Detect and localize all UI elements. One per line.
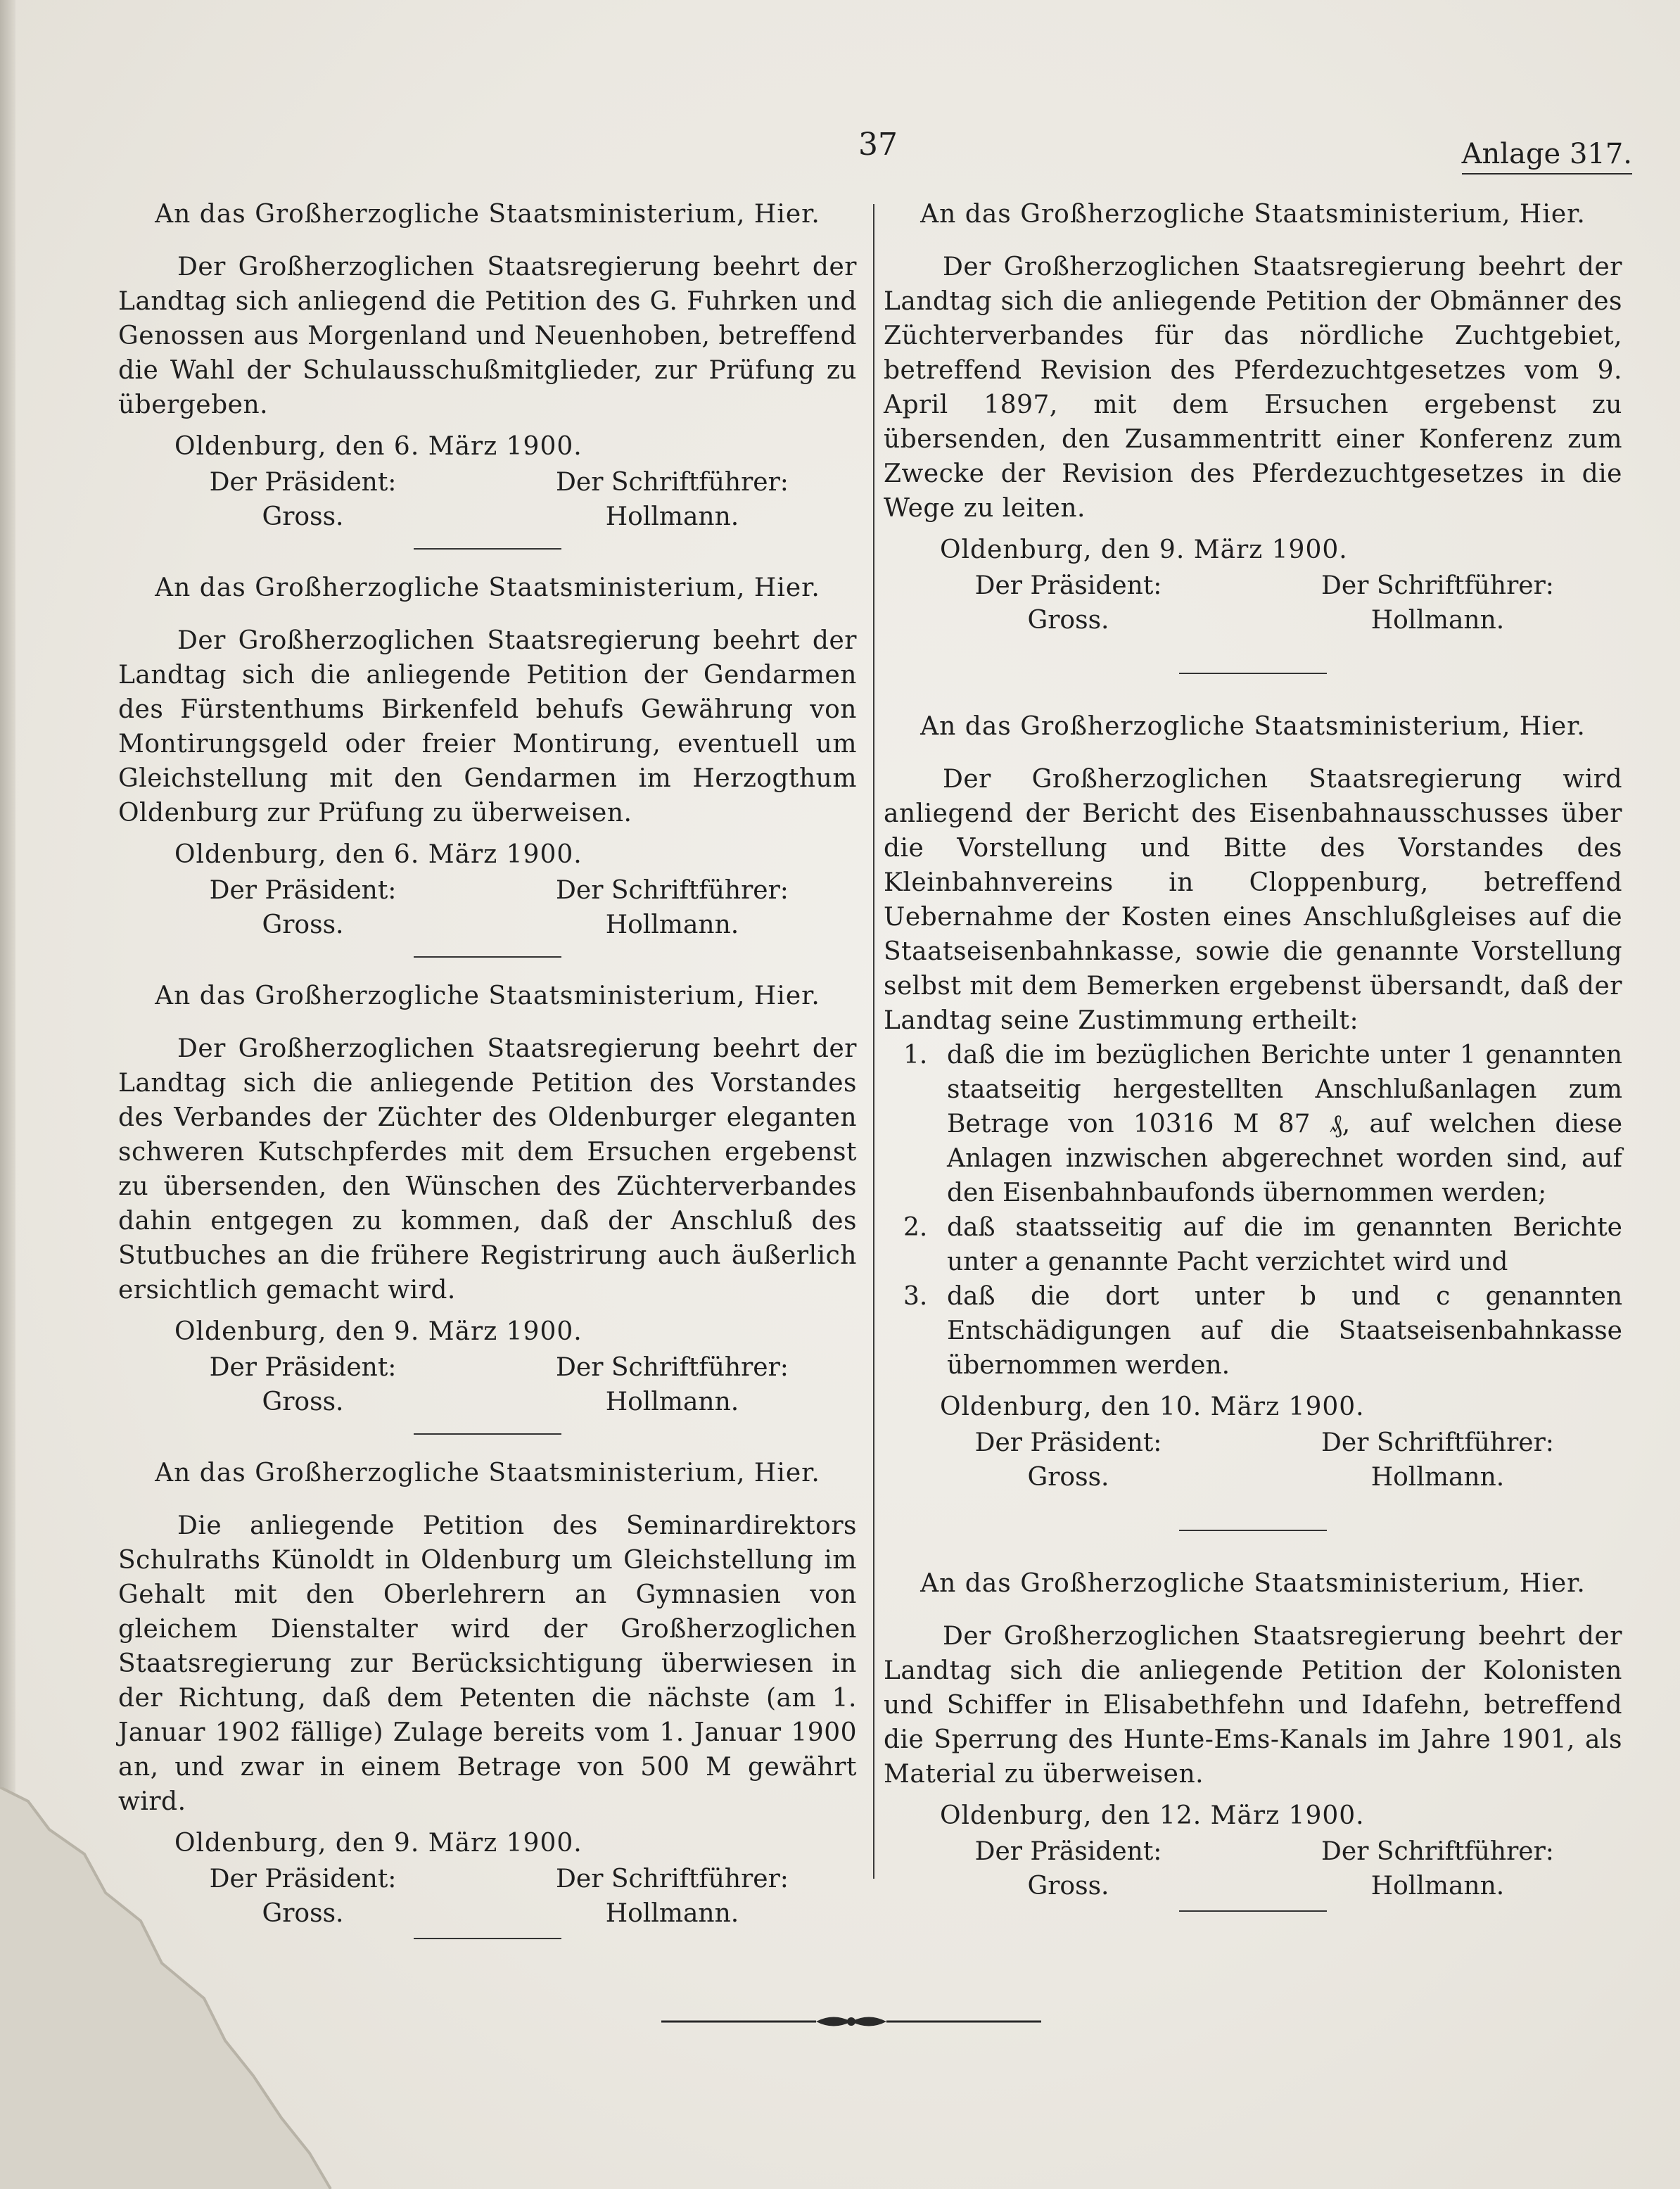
signatures xyxy=(118,873,857,942)
addressee: An das Großherzogliche Staatsministerium, Hier. xyxy=(920,1569,1586,1598)
list-item xyxy=(903,1210,1622,1279)
president-signature xyxy=(136,1350,469,1419)
list-item-number: 3. xyxy=(903,1282,928,1311)
secretary-signature xyxy=(506,1350,839,1419)
section-separator xyxy=(414,1433,561,1435)
president-name: Gross. xyxy=(1027,1463,1109,1492)
secretary-label: Der Schriftführer: xyxy=(556,876,789,905)
list-item-number: 1. xyxy=(903,1041,928,1070)
secretary-signature xyxy=(506,873,839,942)
president-name: Gross. xyxy=(262,911,344,939)
secretary-name: Hollmann. xyxy=(605,1388,739,1416)
president-label: Der Präsident: xyxy=(974,1428,1162,1457)
resolution xyxy=(884,709,1622,1531)
right-column xyxy=(884,197,1622,1912)
president-label: Der Präsident: xyxy=(209,876,397,905)
signatures xyxy=(118,465,857,534)
secretary-name: Hollmann. xyxy=(605,502,739,531)
secretary-label: Der Schriftführer: xyxy=(556,468,789,497)
president-signature xyxy=(902,1426,1235,1495)
president-label: Der Präsident: xyxy=(974,1837,1162,1866)
secretary-signature xyxy=(506,465,839,534)
secretary-label: Der Schriftführer: xyxy=(1321,1837,1554,1866)
secretary-label: Der Schriftführer: xyxy=(556,1353,789,1382)
signatures xyxy=(884,569,1622,637)
signatures xyxy=(884,1426,1622,1495)
resolution-text: Der Großherzoglichen Staatsregierung beehrt der Landtag sich die anliegende Petition der Kolonisten und Schiffer in Elisabethfehn und Idafehn, betreffend die Sperrung des Hunte-Ems-Kanals im Jahre 1901, als Material zu überweisen. xyxy=(884,1622,1622,1789)
signatures xyxy=(884,1834,1622,1903)
date-line: Oldenburg, den 10. März 1900. xyxy=(940,1392,1365,1421)
signatures xyxy=(118,1350,857,1419)
date-line: Oldenburg, den 9. März 1900. xyxy=(174,1829,583,1858)
left-column xyxy=(118,197,857,1939)
secretary-signature xyxy=(1271,1834,1604,1903)
section-separator xyxy=(1179,1910,1327,1912)
column-divider xyxy=(873,204,874,1879)
president-name: Gross. xyxy=(262,502,344,531)
president-signature xyxy=(136,465,469,534)
appendix-label: Anlage 317. xyxy=(1462,138,1632,175)
secretary-label: Der Schriftführer: xyxy=(556,1865,789,1893)
secretary-name: Hollmann. xyxy=(1370,606,1505,635)
president-name: Gross. xyxy=(1027,1872,1109,1901)
president-signature xyxy=(902,1834,1235,1903)
president-signature xyxy=(136,873,469,942)
addressee: An das Großherzogliche Staatsministerium, Hier. xyxy=(155,200,820,229)
section-separator xyxy=(1179,673,1327,674)
list-item xyxy=(903,1279,1622,1383)
ornament-rule-icon xyxy=(661,2012,1041,2031)
date-line: Oldenburg, den 9. März 1900. xyxy=(940,535,1348,564)
resolution-text: Die anliegende Petition des Seminardirektors Schulraths Künoldt in Oldenburg um Gleichstellung im Gehalt mit den Oberlehrern an Gymnasien von gleichem Dienstalter wird der Großherzoglichen Staatsregierung zur Berücksichtigung überwiesen in der Richtung, daß dem Petenten die nächste (am 1. Januar 1902 fällige) Zulage bereits vom 1. Januar 1900 an, und zwar in einem Betrage von 500 M gewährt wird. xyxy=(118,1511,857,1816)
section-separator xyxy=(414,1938,561,1939)
resolution-text: Der Großherzoglichen Staatsregierung wird anliegend der Bericht des Eisenbahnausschusses über die Vorstellung und Bitte des Vorstandes des Kleinbahnvereins in Cloppenburg, betreffend Uebernahme der Kosten eines Anschlußgleises auf die Staatseisenbahnkasse, sowie die genannte Vorstellung selbst mit dem Bemerken ergebenst übersandt, daß der Landtag seine Zustimmung ertheilt: xyxy=(884,765,1622,1035)
secretary-signature xyxy=(1271,569,1604,637)
resolution xyxy=(884,197,1622,674)
page-number: 37 xyxy=(858,127,898,163)
president-label: Der Präsident: xyxy=(974,571,1162,600)
date-line: Oldenburg, den 6. März 1900. xyxy=(174,432,583,461)
resolution-text: Der Großherzoglichen Staatsregierung beehrt der Landtag sich die anliegende Petition der Obmänner des Züchterverbandes für das nördliche Zuchtgebiet, betreffend Revision des Pferdezuchtgesetzes vom 9. April 1897, mit dem Ersuchen ergebenst zu übersenden, den Zusammentritt einer Konferenz zum Zwecke der Revision des Pferdezuchtgesetzes in die Wege zu leiten. xyxy=(884,253,1622,523)
resolution-text: Der Großherzoglichen Staatsregierung beehrt der Landtag sich die anliegende Petition des Vorstandes des Verbandes der Züchter des Oldenburger eleganten schweren Kutschpferdes mit dem Ersuchen ergebenst zu übersenden, den Wünschen des Züchterverbandes dahin entgegen zu kommen, daß der Anschluß des Stutbuches an die frühere Registrirung auch äußerlich ersichtlich gemacht wird. xyxy=(118,1034,857,1305)
president-label: Der Präsident: xyxy=(209,468,397,497)
list-item xyxy=(903,1038,1622,1210)
list-item-text: daß die im bezüglichen Berichte unter 1 genannten staatseitig hergestellten Anschlußanlagen zum Betrage von 10316 M 87 ₰, auf welchen diese Anlagen inzwischen abgerechnet worden sind, auf den Eisenbahnbaufonds übernommen werden; xyxy=(947,1041,1622,1207)
secretary-signature xyxy=(1271,1426,1604,1495)
list-item-text: daß staatsseitig auf die im genannten Berichte unter a genannte Pacht verzichtet wird und xyxy=(947,1213,1622,1276)
date-line: Oldenburg, den 9. März 1900. xyxy=(174,1317,583,1346)
president-name: Gross. xyxy=(262,1899,344,1928)
enumerated-list xyxy=(884,1038,1622,1383)
president-label: Der Präsident: xyxy=(209,1353,397,1382)
secretary-name: Hollmann. xyxy=(605,911,739,939)
addressee: An das Großherzogliche Staatsministerium, Hier. xyxy=(920,200,1586,229)
resolution xyxy=(118,197,857,550)
resolution xyxy=(118,571,857,958)
president-label: Der Präsident: xyxy=(209,1865,397,1893)
torn-page-corner xyxy=(0,1787,366,2189)
section-separator xyxy=(414,548,561,550)
secretary-label: Der Schriftführer: xyxy=(1321,1428,1554,1457)
secretary-label: Der Schriftführer: xyxy=(1321,571,1554,600)
secretary-name: Hollmann. xyxy=(1370,1872,1505,1901)
resolution-text: Der Großherzoglichen Staatsregierung beehrt der Landtag sich anliegend die Petition des G. Fuhrken und Genossen aus Morgenland und Neuenhoben, betreffend die Wahl der Schulausschußmitglieder, zur Prüfung zu übergeben. xyxy=(118,253,857,419)
date-line: Oldenburg, den 6. März 1900. xyxy=(174,840,583,869)
addressee: An das Großherzogliche Staatsministerium, Hier. xyxy=(155,1459,820,1487)
president-signature xyxy=(902,569,1235,637)
addressee: An das Großherzogliche Staatsministerium, Hier. xyxy=(155,573,820,602)
secretary-name: Hollmann. xyxy=(605,1899,739,1928)
resolution xyxy=(118,979,857,1435)
secretary-signature xyxy=(506,1862,839,1931)
date-line: Oldenburg, den 12. März 1900. xyxy=(940,1801,1365,1830)
list-item-text: daß die dort unter b und c genannten Entschädigungen auf die Staatseisenbahnkasse übernommen werden. xyxy=(947,1282,1622,1380)
addressee: An das Großherzogliche Staatsministerium, Hier. xyxy=(920,712,1586,741)
resolution xyxy=(884,1566,1622,1912)
president-name: Gross. xyxy=(262,1388,344,1416)
resolution-text: Der Großherzoglichen Staatsregierung beehrt der Landtag sich die anliegende Petition der Gendarmen des Fürstenthums Birkenfeld behufs Gewährung von Montirungsgeld oder freier Montirung, eventuell um Gleichstellung mit den Gendarmen im Herzogthum Oldenburg zur Prüfung zu überweisen. xyxy=(118,626,857,827)
section-separator xyxy=(414,956,561,958)
section-separator xyxy=(1179,1530,1327,1531)
president-name: Gross. xyxy=(1027,606,1109,635)
addressee: An das Großherzogliche Staatsministerium, Hier. xyxy=(155,982,820,1010)
secretary-name: Hollmann. xyxy=(1370,1463,1505,1492)
list-item-number: 2. xyxy=(903,1213,928,1242)
